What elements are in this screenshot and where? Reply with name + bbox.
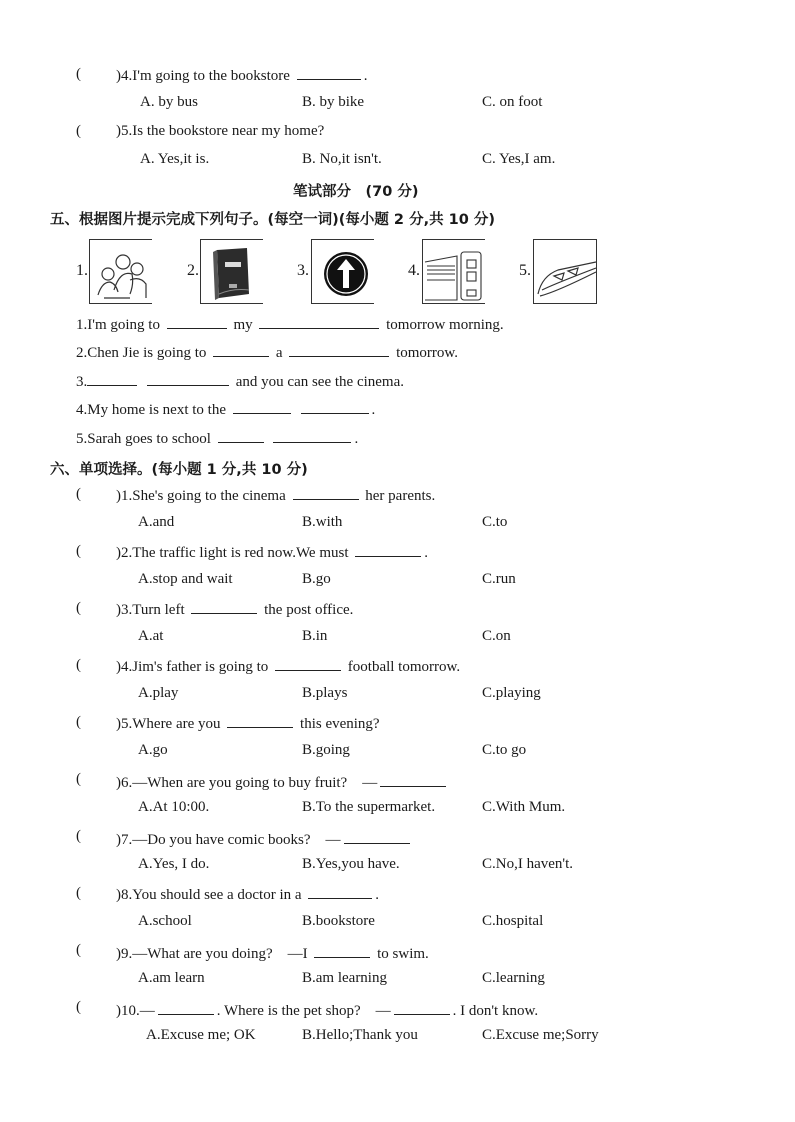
sentence-part: . [354, 431, 359, 447]
paren-close: ) [116, 545, 121, 561]
sentence-part: Sarah goes to school [87, 431, 211, 447]
paren-close: ) [116, 659, 121, 675]
option-a: A.At 10:00. [138, 799, 210, 815]
question-6 [116, 771, 449, 792]
question-stem: Turn left [132, 602, 185, 618]
answer-paren[interactable]: ( [76, 828, 81, 844]
option-c: C.hospital [482, 913, 544, 929]
family-icon [89, 239, 152, 304]
sentence-part: . [371, 402, 376, 418]
sentence-number: 3. [76, 374, 88, 390]
sentence-part: my [233, 317, 253, 333]
option-b: B.go [302, 571, 331, 587]
question-end: the post office. [264, 602, 354, 618]
question-stem: . Where is the pet shop? — [216, 1003, 391, 1019]
answer-blank[interactable] [87, 372, 137, 386]
answer-blank[interactable] [213, 343, 269, 357]
question-number: 10. [121, 1003, 140, 1019]
option-a: A. Yes,it is. [140, 151, 210, 167]
dictionary-book-icon [200, 239, 263, 304]
picture-label: 3. [297, 262, 309, 279]
question-stem: —What are you doing? —I [132, 946, 308, 962]
train-icon [533, 239, 597, 304]
paren-open: ( [76, 66, 81, 82]
answer-blank[interactable] [275, 657, 341, 671]
answer-paren[interactable] [76, 123, 81, 140]
picture-label: 4. [408, 262, 420, 279]
answer-paren[interactable]: ( [76, 486, 81, 502]
section6-title: 六、单项选择。(每小题 1 分,共 10 分) [50, 462, 308, 478]
paren-close: ) [116, 775, 121, 791]
question-number: 9. [121, 946, 133, 962]
post-office-icon [422, 239, 485, 304]
paren-close: ) [116, 887, 121, 903]
answer-paren[interactable]: ( [76, 657, 81, 673]
option-a: A.Excuse me; OK [146, 1027, 256, 1043]
answer-paren[interactable] [76, 66, 81, 83]
option-c: C.on [482, 628, 511, 644]
answer-blank[interactable] [191, 600, 257, 614]
option-a: A.go [138, 742, 168, 758]
question-end: . [375, 887, 380, 903]
question-stem: —When are you going to buy fruit? — [132, 775, 378, 791]
question-text: )5.Is the bookstore near my home? [116, 123, 325, 139]
answer-blank[interactable] [293, 486, 359, 500]
question-end: . [363, 68, 368, 84]
option-c: C.Excuse me;Sorry [482, 1027, 599, 1043]
picture-label: 1. [76, 262, 88, 279]
paren-close: ) [116, 123, 121, 139]
option-a: A.school [138, 913, 192, 929]
option-c: C.to [482, 514, 508, 530]
question-3 [116, 600, 353, 619]
question-end: her parents. [365, 488, 436, 504]
question-2 [116, 543, 428, 562]
option-b: B.going [302, 742, 350, 758]
option-a: A. by bus [140, 94, 198, 110]
fill-sentence-4 [76, 400, 375, 419]
option-b: B.plays [302, 685, 348, 701]
option-c: C. on foot [482, 94, 543, 110]
question-number: 3. [121, 602, 133, 618]
answer-blank[interactable] [355, 543, 421, 557]
paren-close: ) [116, 832, 121, 848]
option-a: A.stop and wait [138, 571, 233, 587]
option-b: B.Hello;Thank you [302, 1027, 418, 1043]
question-stem: You should see a doctor in a [132, 887, 302, 903]
question-stem: The traffic light is red now.We must [132, 545, 349, 561]
answer-paren[interactable]: ( [76, 999, 81, 1015]
question-number: 4. [121, 659, 133, 675]
answer-blank[interactable] [308, 885, 372, 899]
sentence-part: and you can see the cinema. [235, 374, 405, 390]
option-a: A.Yes, I do. [138, 856, 210, 872]
question-stem: —Do you have comic books? — [132, 832, 341, 848]
paren-open: ( [76, 123, 81, 139]
question-stem: I'm going to the bookstore [132, 68, 290, 84]
option-b: B.in [302, 628, 328, 644]
option-a: A.play [138, 685, 179, 701]
question-end: to swim. [377, 946, 429, 962]
sentence-part: I'm going to [87, 317, 160, 333]
fill-sentence-5 [76, 429, 358, 448]
option-c: C.run [482, 571, 516, 587]
question-stem: — [139, 1003, 155, 1019]
sentence-part: Chen Jie is going to [87, 345, 207, 361]
question-8 [116, 885, 379, 904]
answer-blank[interactable] [289, 343, 389, 357]
written-section-header: 笔试部分 (70 分) [293, 184, 419, 200]
answer-blank[interactable] [394, 1001, 450, 1015]
option-b: B.am learning [302, 970, 387, 986]
question-number: 7. [121, 832, 133, 848]
question-number: 5. [121, 716, 133, 732]
question-10 [116, 999, 538, 1020]
question-5 [116, 714, 380, 733]
answer-blank[interactable] [147, 372, 229, 386]
option-c: C.to go [482, 742, 527, 758]
question-stem: Is the bookstore near my home? [132, 123, 325, 139]
sentence-number: 2. [76, 345, 88, 361]
paren-close: ) [116, 602, 121, 618]
question-number: 8. [121, 887, 133, 903]
sentence-number: 1. [76, 317, 88, 333]
fill-sentence-3 [76, 372, 404, 391]
go-straight-sign-icon [311, 239, 374, 304]
answer-blank[interactable] [314, 944, 370, 958]
picture-label: 5. [519, 262, 531, 279]
answer-blank[interactable] [233, 400, 291, 414]
paren-close: ) [116, 716, 121, 732]
sentence-part: My home is next to the [87, 402, 226, 418]
fill-sentence-1 [76, 315, 504, 334]
option-a: A.am learn [138, 970, 205, 986]
question-number: 4 [121, 68, 129, 84]
answer-blank[interactable] [259, 315, 379, 329]
option-b: B.bookstore [302, 913, 375, 929]
answer-blank[interactable] [297, 66, 361, 80]
option-c: C.No,I haven't. [482, 856, 574, 872]
paren-close: ) [116, 1003, 121, 1019]
sentence-part: a [275, 345, 283, 361]
answer-blank[interactable] [301, 400, 369, 414]
answer-paren[interactable]: ( [76, 714, 81, 730]
option-c: C.With Mum. [482, 799, 566, 815]
question-text: )4.I'm going to the bookstore . [116, 68, 368, 84]
question-end: this evening? [300, 716, 380, 732]
option-c: C.playing [482, 685, 541, 701]
answer-blank[interactable] [158, 1001, 214, 1015]
option-b: B. No,it isn't. [302, 151, 382, 167]
question-1 [116, 486, 435, 505]
question-number: 2. [121, 545, 133, 561]
paren-close: ) [116, 68, 121, 84]
question-number: 6. [121, 775, 133, 791]
option-c: C. Yes,I am. [482, 151, 556, 167]
section5-title: 五、根据图片提示完成下列句子。(每空一词)(每小题 2 分,共 10 分) [50, 212, 495, 228]
fill-sentence-2 [76, 343, 458, 362]
answer-blank[interactable] [380, 773, 446, 787]
answer-paren[interactable]: ( [76, 600, 81, 616]
question-number: 1. [121, 488, 133, 504]
answer-blank[interactable] [218, 429, 264, 443]
sentence-part: tomorrow. [396, 345, 459, 361]
option-a: A.at [138, 628, 164, 644]
question-end: football tomorrow. [347, 659, 461, 675]
option-a: A.and [138, 514, 175, 530]
answer-paren[interactable]: ( [76, 543, 81, 559]
answer-blank[interactable] [344, 830, 410, 844]
answer-blank[interactable] [227, 714, 293, 728]
answer-paren[interactable]: ( [76, 885, 81, 901]
option-b: B. by bike [302, 94, 365, 110]
option-b: B.with [302, 514, 343, 530]
option-b: B.Yes,you have. [302, 856, 400, 872]
question-4 [116, 657, 460, 676]
question-end: . [424, 545, 428, 561]
question-number: 5 [121, 123, 129, 139]
option-b: B.To the supermarket. [302, 799, 436, 815]
question-end: . I don't know. [452, 1003, 539, 1019]
question-stem: Where are you [132, 716, 221, 732]
question-stem: Jim's father is going to [132, 659, 269, 675]
answer-paren[interactable]: ( [76, 771, 81, 787]
answer-blank[interactable] [167, 315, 227, 329]
picture-label: 2. [187, 262, 199, 279]
option-c: C.learning [482, 970, 545, 986]
paren-close: ) [116, 946, 121, 962]
sentence-number: 4. [76, 402, 88, 418]
answer-paren[interactable]: ( [76, 942, 81, 958]
sentence-number: 5. [76, 431, 88, 447]
question-7 [116, 828, 413, 849]
paren-close: ) [116, 488, 121, 504]
answer-blank[interactable] [273, 429, 351, 443]
question-stem: She's going to the cinema [132, 488, 286, 504]
sentence-part: tomorrow morning. [386, 317, 504, 333]
question-9 [116, 942, 429, 963]
